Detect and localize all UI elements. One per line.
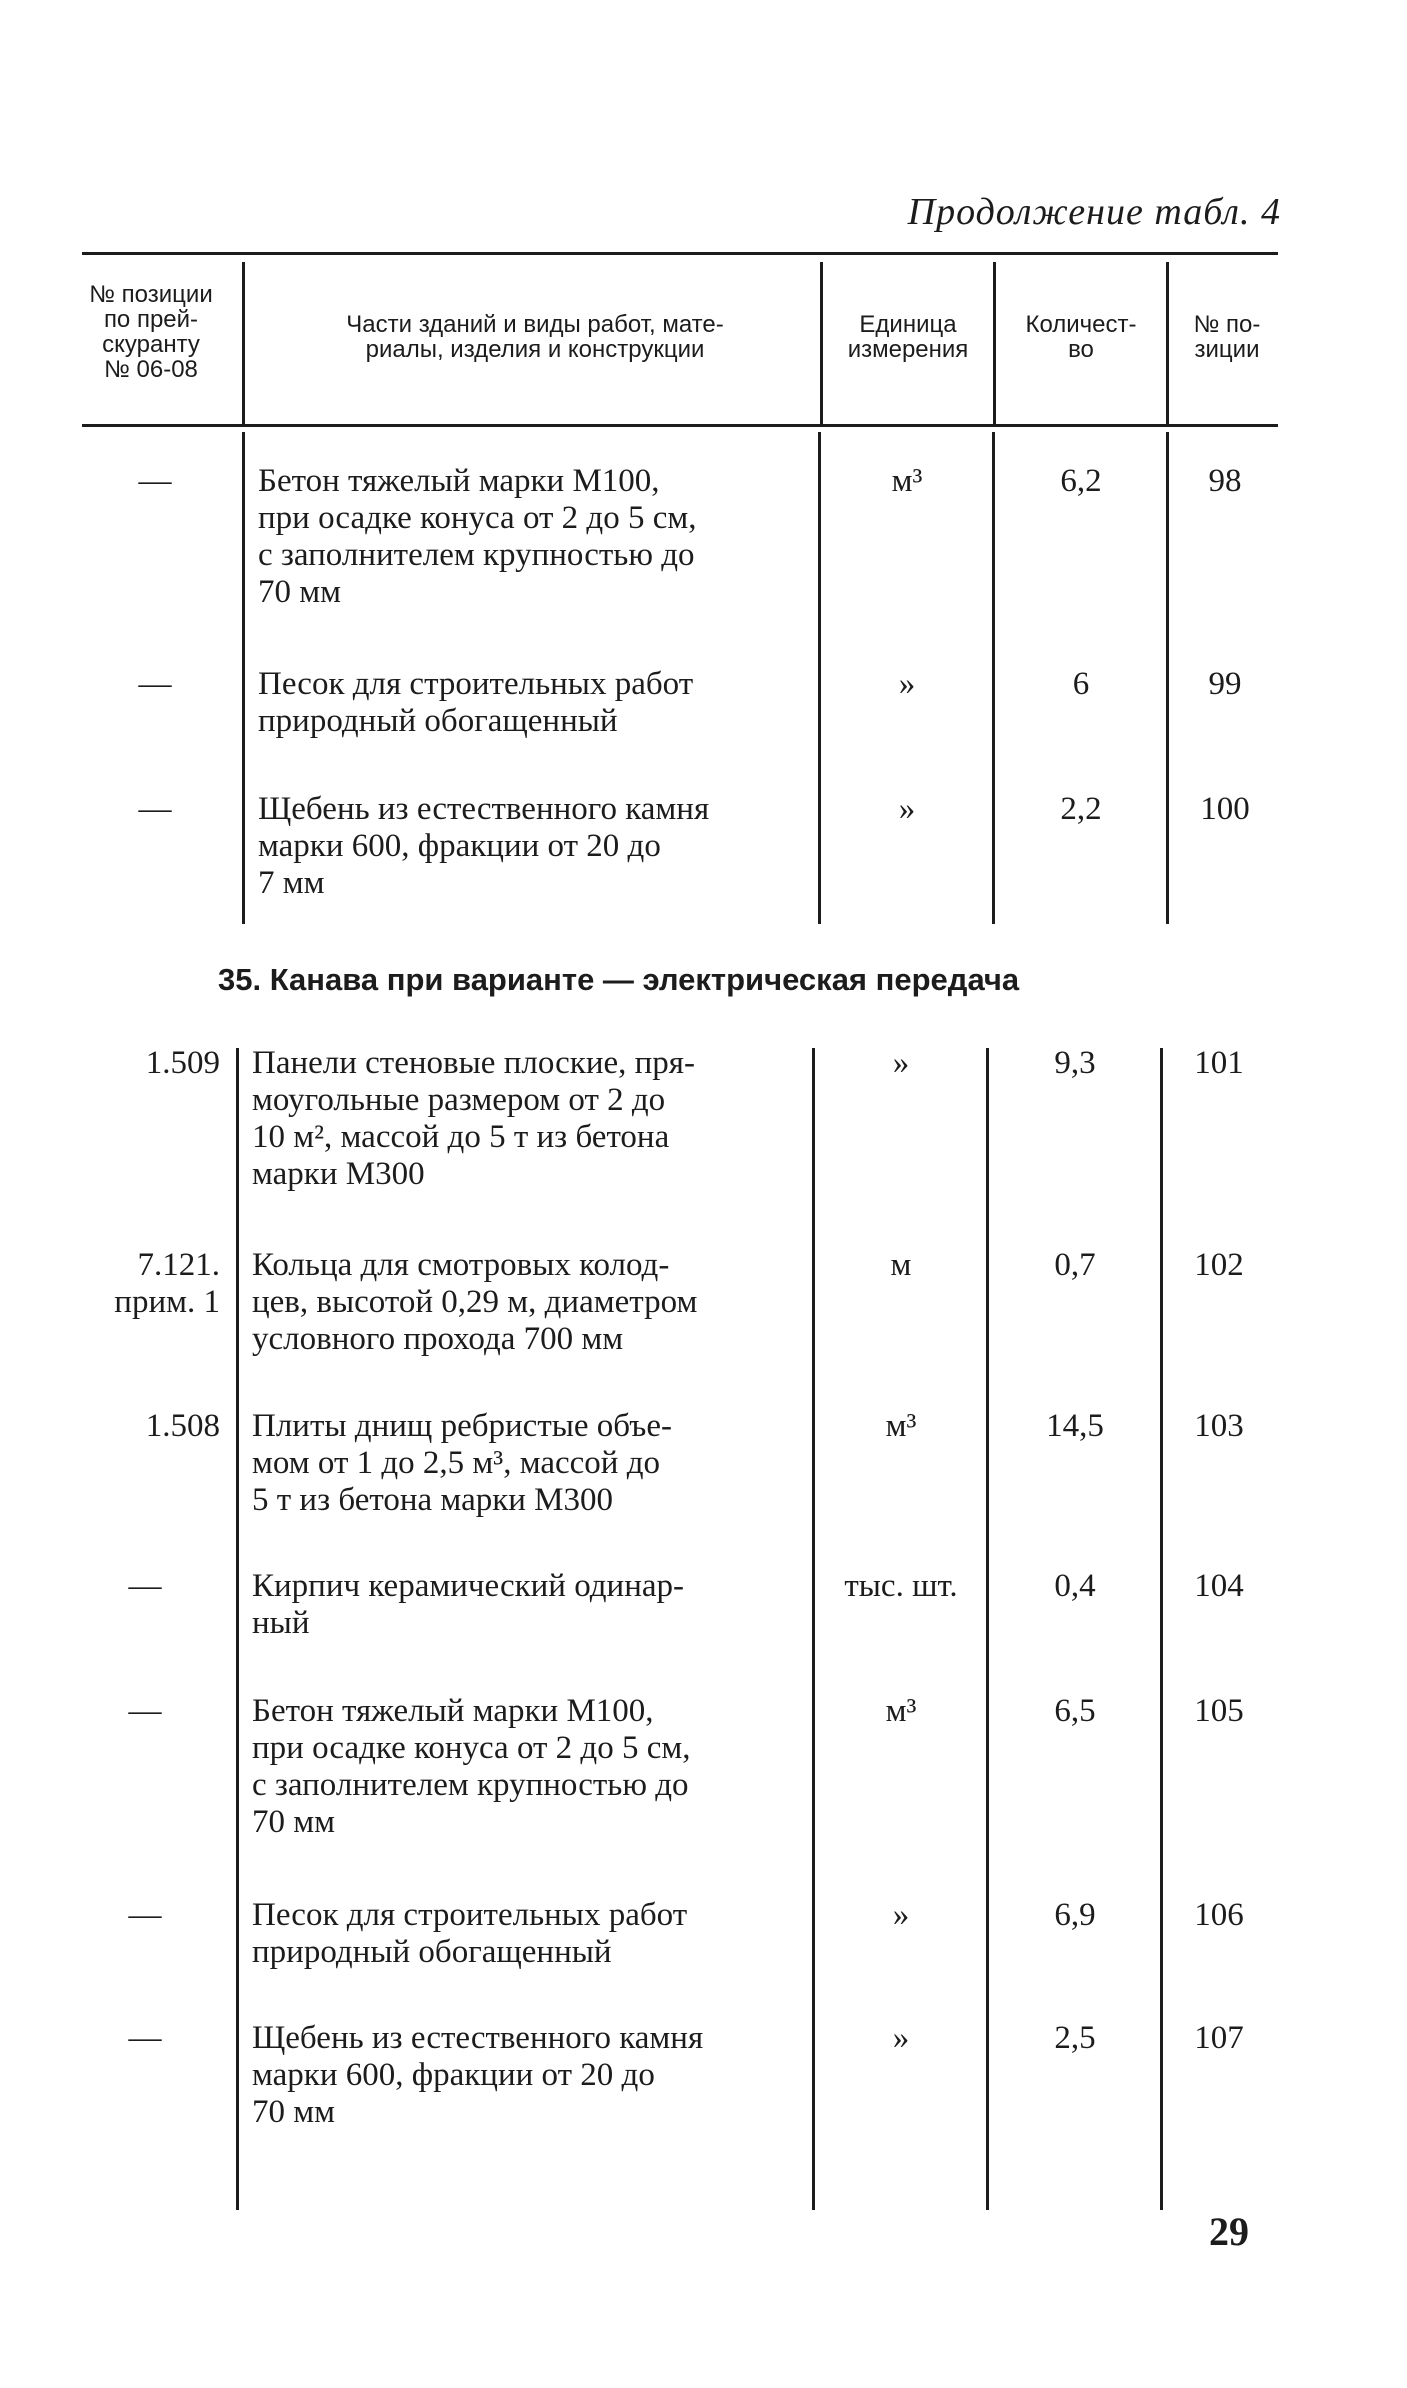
column-separator <box>236 1048 239 2210</box>
cell-description: Кирпич керамический одинар- ный <box>252 1568 684 1641</box>
cell-position: 103 <box>1194 1408 1244 1444</box>
cell-description: Бетон тяжелый марки М100, при осадке конуса от 2 до 5 см, с заполнителем крупностью до 70 мм <box>252 1693 691 1840</box>
cell-code: — <box>138 791 172 827</box>
column-separator <box>986 1048 989 2210</box>
cell-position: 106 <box>1194 1897 1244 1933</box>
cell-code: — <box>128 1897 162 1933</box>
cell-description: Щебень из естественного камня марки 600, фракции от 20 до 70 мм <box>252 2020 704 2130</box>
header-bottom-rule <box>82 424 1278 427</box>
section-title: 35. Канава при варианте — электрическая передача <box>218 962 1020 997</box>
cell-quantity: 0,7 <box>1054 1247 1096 1283</box>
cell-unit: » <box>892 2020 910 2056</box>
column-separator <box>812 1048 815 2210</box>
page-number: 29 <box>1209 2209 1249 2254</box>
column-separator <box>992 432 995 924</box>
cell-code: — <box>128 1693 162 1729</box>
cell-description: Щебень из естественного камня марки 600, фракции от 20 до 7 мм <box>258 791 710 901</box>
cell-code: 1.509 <box>145 1045 220 1081</box>
cell-position: 102 <box>1194 1247 1244 1283</box>
cell-unit: м³ <box>885 1408 917 1444</box>
cell-description: Панели стеновые плоские, пря- моугольные размером от 2 до 10 м², массой до 5 т из бетона марки М300 <box>252 1045 695 1192</box>
cell-description: Песок для строительных работ природный обогащенный <box>258 666 694 739</box>
cell-quantity: 6,5 <box>1054 1693 1096 1729</box>
header-description: Части зданий и виды работ, мате- риалы, изделия и конструкции <box>346 311 724 363</box>
cell-code: — <box>138 666 172 702</box>
cell-code: — <box>128 2020 162 2056</box>
cell-quantity: 6 <box>1072 666 1090 702</box>
cell-quantity: 2,5 <box>1054 2020 1096 2056</box>
column-separator <box>818 432 821 924</box>
cell-description: Кольца для смотровых колод- цев, высотой 0,29 м, диаметром условного прохода 700 мм <box>252 1247 698 1357</box>
header-unit: Единица измерения <box>847 311 969 363</box>
cell-quantity: 2,2 <box>1060 791 1102 827</box>
cell-position: 98 <box>1208 463 1242 499</box>
cell-code: 1.508 <box>145 1408 220 1444</box>
cell-position: 105 <box>1194 1693 1244 1729</box>
column-separator <box>242 432 245 924</box>
cell-code: — <box>128 1568 162 1604</box>
cell-unit: » <box>898 666 916 702</box>
cell-position: 101 <box>1194 1045 1244 1081</box>
cell-unit: » <box>892 1897 910 1933</box>
cell-code: 7.121. прим. 1 <box>114 1247 220 1320</box>
cell-unit: м³ <box>885 1693 917 1729</box>
cell-quantity: 0,4 <box>1054 1568 1096 1604</box>
cell-unit: тыс. шт. <box>844 1568 958 1604</box>
header-quantity: Количест- во <box>1025 311 1137 363</box>
cell-position: 100 <box>1200 791 1250 827</box>
header-position: № по- зиции <box>1193 311 1261 363</box>
header-position-pricelist: № позиции по прей- скуранту № 06-08 <box>89 281 213 383</box>
cell-code: — <box>138 463 172 499</box>
cell-unit: м <box>890 1247 912 1283</box>
table-continuation-caption: Продолжение табл. 4 <box>907 191 1281 233</box>
cell-description: Песок для строительных работ природный обогащенный <box>252 1897 688 1970</box>
header-top-rule <box>82 252 1278 255</box>
cell-unit: » <box>898 791 916 827</box>
cell-position: 99 <box>1208 666 1242 702</box>
cell-quantity: 6,9 <box>1054 1897 1096 1933</box>
cell-description: Плиты днищ ребристые объе- мом от 1 до 2,5 м³, массой до 5 т из бетона марки М300 <box>252 1408 672 1518</box>
cell-position: 104 <box>1194 1568 1244 1604</box>
cell-unit: » <box>892 1045 910 1081</box>
cell-quantity: 9,3 <box>1054 1045 1096 1081</box>
cell-position: 107 <box>1194 2020 1244 2056</box>
cell-description: Бетон тяжелый марки М100, при осадке конуса от 2 до 5 см, с заполнителем крупностью до 70 мм <box>258 463 697 610</box>
column-separator <box>1166 432 1169 924</box>
column-separator <box>1160 1048 1163 2210</box>
cell-unit: м³ <box>891 463 923 499</box>
cell-quantity: 6,2 <box>1060 463 1102 499</box>
cell-quantity: 14,5 <box>1046 1408 1104 1444</box>
